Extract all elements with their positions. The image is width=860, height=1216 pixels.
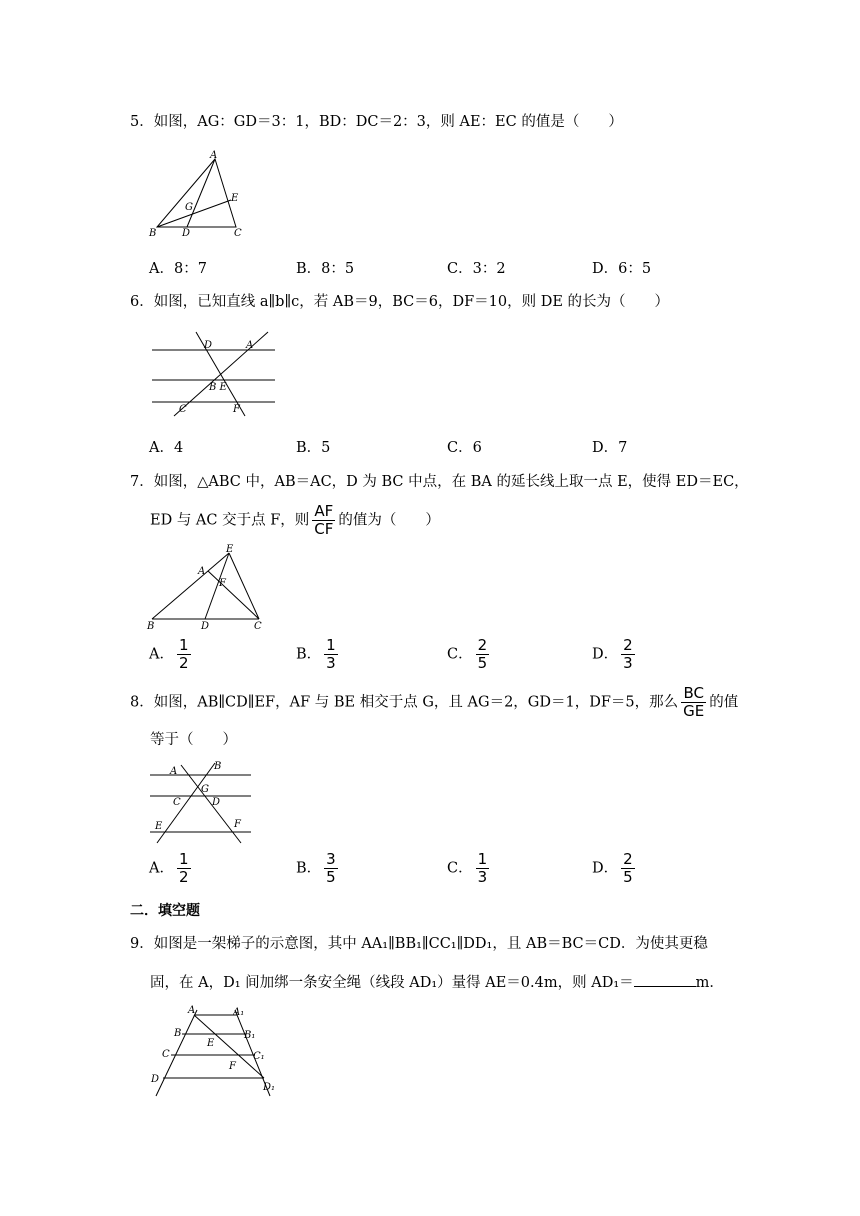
q5-option-b: B．8：5 [296,261,355,277]
q7-option-b-letter: B． [296,646,322,663]
q8-option-a-letter: A． [149,860,174,877]
q5-option-c: C．3：2 [447,261,506,277]
q7-option-a-den: 2 [178,654,189,672]
q8-label-c: C [173,797,181,808]
q9-label-a: A [188,1005,196,1016]
q5-triangle [157,159,236,227]
q7-label-b: B [147,621,155,632]
q9-label-e: E [207,1038,215,1049]
q8-option-b-fraction [324,852,338,885]
section-heading-fill-in: 二．填空题 [130,903,200,919]
q8-label-d: D [212,797,221,808]
q7-option-b-den: 3 [326,654,336,672]
q7-frac-den: CF [314,520,334,538]
q7-label-d: D [201,621,210,632]
q8-frac-num: BC [681,686,706,703]
q9-label-d: D [151,1074,160,1085]
q7-option-a-num: 1 [178,636,189,654]
q8-option-a-num: 1 [178,850,189,868]
q6-stem: 6．如图，已知直线 a∥b∥c，若 AB＝9，BC＝6，DF＝10，则 DE 的长为（ ） [130,294,670,310]
q7-option-a [149,638,194,671]
q7-line-ec [229,553,259,619]
q6-label-d: D [204,340,213,351]
q8-option-c-fraction [476,852,490,885]
q6-label-f: F [233,404,240,415]
q6-label-c: C [179,404,187,415]
q7-stem-line2-pre: ED 与 AC 交于点 F，则 [150,512,310,529]
q8-figure [145,757,255,847]
q8-option-c-num: 1 [477,850,488,868]
q8-label-a: A [170,766,178,777]
q8-fraction-bc-ge [681,686,706,719]
q5-label-b: B [149,228,157,239]
q8-option-b-den: 5 [326,868,336,886]
q8-option-c-letter: C． [447,860,473,877]
q8-label-g: G [201,784,209,795]
q5-label-c: C [234,228,242,239]
q9-label-a1: A₁ [233,1007,245,1018]
q7-stem-line2 [150,504,440,537]
q9-figure [145,1002,290,1098]
q9-answer-blank [634,972,696,987]
q9-stem-line2 [150,972,724,993]
q9-stem-line2-pre: 固，在 A，D₁ 间加绑一条安全绳（线段 AD₁）量得 AE＝0.4m，则 AD₁＝ [150,975,634,991]
q7-stem-line2-post: 的值为（ ） [338,512,440,529]
q7-option-b [296,638,341,671]
q6-option-d: D．7 [592,440,628,456]
q7-fraction-af-cf [312,504,335,537]
q8-option-d-num: 2 [623,850,633,868]
q8-option-b-num: 3 [326,850,336,868]
q5-option-a: A．8：7 [149,261,207,277]
q5-label-a: A [210,150,218,161]
q7-stem-line1: 7．如图，△ABC 中，AB＝AC，D 为 BC 中点，在 BA 的延长线上取一点 E，使得 ED＝EC， [130,474,749,490]
q7-option-d-fraction [621,638,635,671]
q5-label-g: G [185,202,193,213]
q7-option-b-num: 1 [326,636,336,654]
q7-line-ac [208,571,259,619]
q7-frac-num: AF [312,504,335,521]
q9-label-b1: B₁ [244,1030,256,1041]
q8-label-f: F [234,819,241,830]
q7-figure [142,543,272,633]
q7-label-f: F [219,578,226,589]
q8-option-a-fraction [177,852,191,885]
q9-label-b: B [174,1028,182,1039]
q8-stem-line2: 等于（ ） [150,732,237,748]
q9-label-d1: D₁ [263,1082,276,1093]
q6-label-be: B E [209,382,227,393]
q8-option-b [296,852,341,885]
q8-label-e: E [155,821,163,832]
q5-label-d: D [182,228,191,239]
q7-label-c: C [254,621,262,632]
q5-figure [140,145,255,240]
q8-option-c-den: 3 [477,868,488,886]
q6-line-ac [174,332,268,416]
q7-option-c [447,638,492,671]
q8-stem-line1-post: 的值 [709,694,739,711]
q8-stem-line1-pre: 8．如图，AB∥CD∥EF，AF 与 BE 相交于点 G，且 AG＝2，GD＝1，DF＝5，那么 [130,694,679,711]
q7-option-d-den: 3 [623,654,633,672]
q9-label-f: F [229,1061,236,1072]
q8-option-c [447,852,492,885]
q5-option-d: D．6：5 [592,261,652,277]
q7-option-a-fraction [177,638,191,671]
q9-stem-line2-post: m． [695,975,724,991]
q7-label-e: E [226,544,234,555]
q7-option-c-num: 2 [477,636,488,654]
q8-stem-line1 [130,686,738,719]
q8-option-a-den: 2 [178,868,189,886]
q9-label-c1: C₁ [253,1051,265,1062]
q8-option-d-letter: D． [592,860,619,877]
q7-option-b-fraction [324,638,338,671]
q6-figure [148,328,278,418]
q7-option-d-letter: D． [592,646,619,663]
q5-label-e: E [231,193,239,204]
q7-option-c-letter: C． [447,646,473,663]
q5-stem: 5．如图，AG：GD＝3：1，BD：DC＝2：3，则 AE：EC 的值是（ ） [130,114,623,130]
q7-option-d-num: 2 [623,636,633,654]
q6-option-c: C．6 [447,440,482,456]
q8-option-d [592,852,638,885]
q6-option-b: B．5 [296,440,331,456]
q8-option-b-letter: B． [296,860,322,877]
q8-option-d-den: 5 [623,868,633,886]
q7-option-c-fraction [476,638,490,671]
q8-option-d-fraction [621,852,635,885]
q7-option-c-den: 5 [477,654,488,672]
q8-frac-den: GE [683,702,705,720]
q8-label-b: B [214,761,222,772]
q9-stem-line1: 9．如图是一架梯子的示意图，其中 AA₁∥BB₁∥CC₁∥DD₁，且 AB＝BC＝CD．为使其更稳 [130,936,708,952]
q9-label-c: C [162,1049,170,1060]
q7-label-a: A [198,566,206,577]
q8-line-af [181,765,241,843]
q5-line-ad [187,159,215,227]
q7-option-a-letter: A． [149,646,174,663]
q6-option-a: A．4 [149,440,184,456]
q6-label-a: A [246,340,254,351]
q8-option-a [149,852,194,885]
q7-option-d [592,638,638,671]
